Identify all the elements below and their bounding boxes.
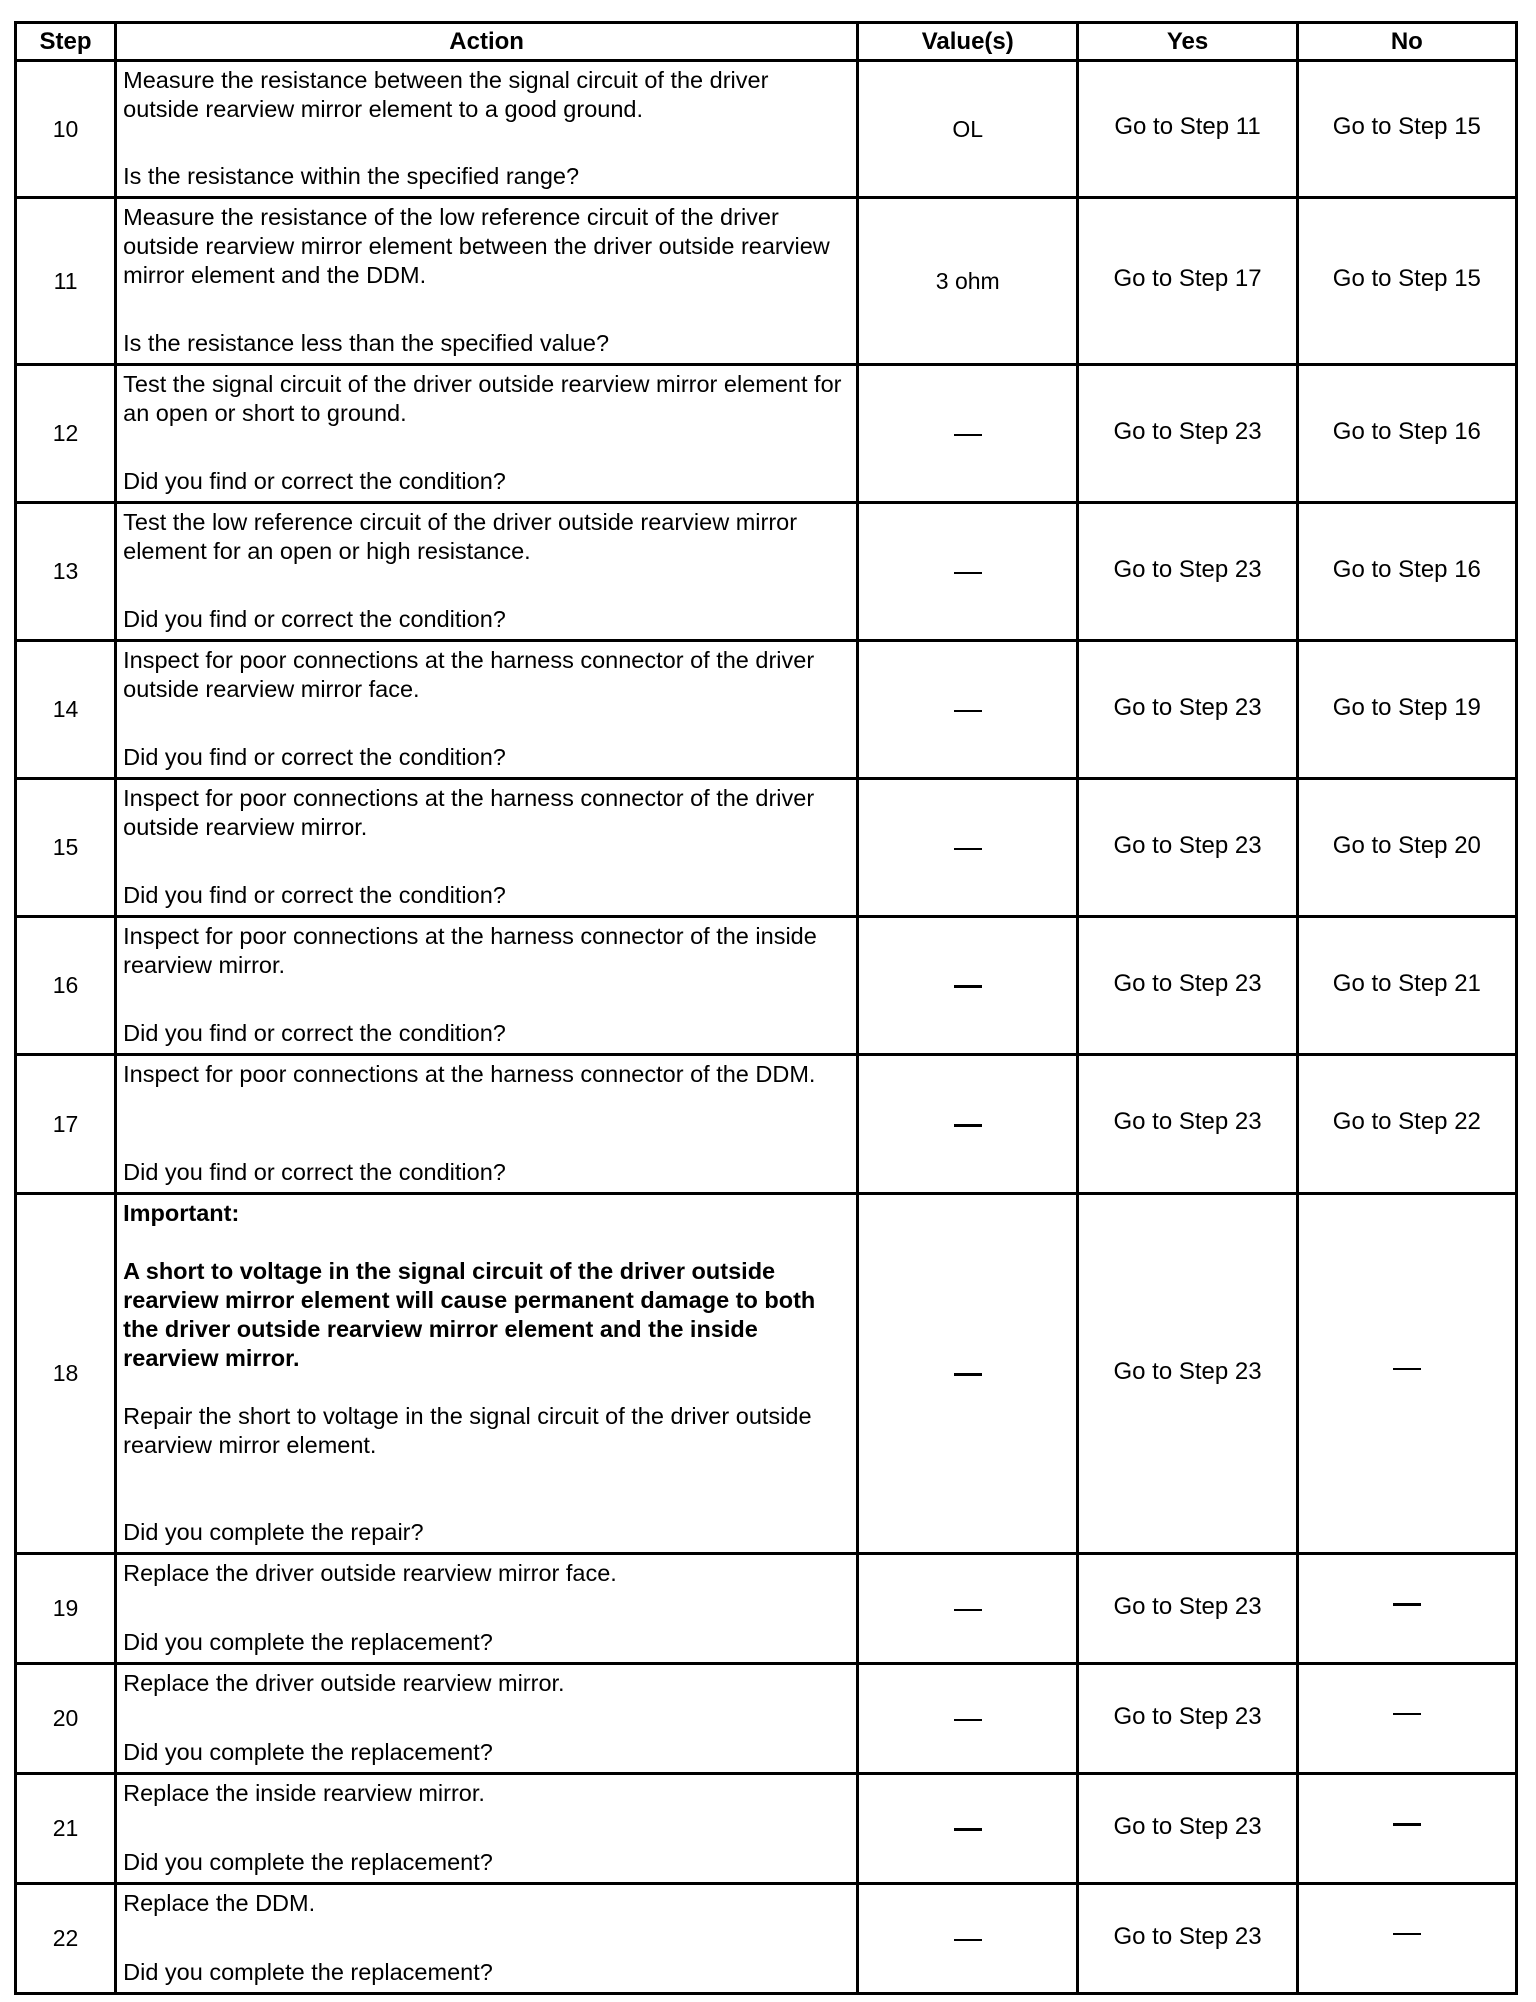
- step-number: 11: [16, 198, 116, 365]
- table-row: [16, 1194, 1517, 1554]
- no-cell: [1297, 365, 1516, 503]
- no-link: Go to Step 21: [1332, 969, 1481, 997]
- table-row: [16, 641, 1517, 779]
- yes-link: Go to Step 23: [1113, 1108, 1262, 1135]
- table-row: [16, 365, 1517, 503]
- header-yes: Yes: [1078, 23, 1297, 61]
- no-cell: [1297, 61, 1516, 198]
- yes-link: Go to Step 23: [1113, 1357, 1262, 1385]
- no-link: Go to Step 16: [1332, 555, 1481, 583]
- step-number: 16: [16, 917, 116, 1055]
- dash-value: [954, 572, 982, 574]
- yes-cell: [1078, 1194, 1297, 1554]
- dash-value: [954, 1609, 982, 1611]
- action-text: Inspect for poor connections at the harness connector of the inside rearview mirror.: [123, 923, 817, 978]
- no-cell: [1297, 641, 1516, 779]
- header-values: Value(s): [858, 23, 1078, 61]
- dash-value: [954, 1373, 982, 1376]
- action-text: Repair the short to voltage in the signal circuit of the driver outside rearview mirror element.: [123, 1403, 812, 1458]
- dash-value: [954, 1124, 982, 1127]
- dash-value: [954, 434, 982, 436]
- dash-value: [954, 710, 982, 712]
- dash-no: [1393, 1368, 1421, 1370]
- step-number: 12: [16, 365, 116, 503]
- yes-cell: [1078, 1774, 1297, 1884]
- yes-link: Go to Step 23: [1113, 555, 1262, 583]
- action-cell: [116, 1055, 858, 1194]
- table-row: [16, 917, 1517, 1055]
- step-number: 15: [16, 779, 116, 917]
- no-cell: [1297, 917, 1516, 1055]
- value-cell: [858, 917, 1078, 1055]
- yes-link: Go to Step 23: [1113, 693, 1262, 721]
- no-cell: [1297, 198, 1516, 365]
- action-cell: [116, 917, 858, 1055]
- action-cell: [116, 503, 858, 641]
- dash-no: [1393, 1603, 1421, 1606]
- action-cell: [116, 365, 858, 503]
- no-cell: [1297, 1884, 1516, 1994]
- yes-link: Go to Step 11: [1114, 113, 1261, 140]
- no-cell: [1297, 1194, 1516, 1554]
- dash-value: [954, 1939, 982, 1941]
- no-link: Go to Step 22: [1332, 1108, 1481, 1135]
- question-text: Did you complete the replacement?: [123, 1739, 493, 1765]
- action-text: Replace the DDM.: [123, 1890, 316, 1916]
- yes-cell: [1078, 61, 1297, 198]
- action-cell: [116, 779, 858, 917]
- action-text: Replace the driver outside rearview mirror face.: [123, 1560, 617, 1586]
- question-text: Did you find or correct the condition?: [123, 606, 506, 632]
- step-number: 14: [16, 641, 116, 779]
- question-text: Did you complete the replacement?: [123, 1629, 493, 1655]
- table-row: [16, 1664, 1517, 1774]
- no-cell: [1297, 1774, 1516, 1884]
- value-cell: [858, 1774, 1078, 1884]
- yes-link: Go to Step 23: [1113, 1922, 1262, 1950]
- important-label: Important:: [123, 1200, 240, 1226]
- step-number: 13: [16, 503, 116, 641]
- action-cell: [116, 1664, 858, 1774]
- question-text: Did you complete the repair?: [123, 1519, 424, 1545]
- dash-value: [954, 848, 982, 850]
- value-cell: [858, 1664, 1078, 1774]
- value-cell: [858, 779, 1078, 917]
- value-cell: [858, 365, 1078, 503]
- action-text: Test the low reference circuit of the driver outside rearview mirror element for an open or high resistance.: [123, 509, 798, 564]
- action-text: Inspect for poor connections at the harness connector of the DDM.: [123, 1061, 816, 1087]
- action-cell: [116, 641, 858, 779]
- dash-value: [954, 1719, 982, 1721]
- question-text: Did you find or correct the condition?: [123, 468, 506, 494]
- header-step: Step: [16, 23, 116, 61]
- important-notice: A short to voltage in the signal circuit of the driver outside rearview mirror element will cause permanent damage to both the driver outside rearview mirror element and the inside rearview mirror.: [123, 1258, 816, 1371]
- yes-cell: [1078, 1664, 1297, 1774]
- yes-link: Go to Step 23: [1113, 1812, 1262, 1840]
- dash-value: [954, 1828, 982, 1831]
- no-cell: [1297, 1055, 1516, 1194]
- no-link: Go to Step 15: [1332, 265, 1481, 292]
- dash-no: [1393, 1933, 1421, 1935]
- value-cell: OL: [858, 61, 1078, 198]
- yes-cell: [1078, 198, 1297, 365]
- question-text: Did you complete the replacement?: [123, 1959, 493, 1985]
- yes-link: Go to Step 23: [1113, 1592, 1262, 1620]
- value-cell: [858, 1884, 1078, 1994]
- no-cell: [1297, 779, 1516, 917]
- question-text: Is the resistance less than the specified value?: [123, 330, 610, 356]
- no-cell: [1297, 1664, 1516, 1774]
- question-text: Did you find or correct the condition?: [123, 882, 506, 908]
- yes-cell: [1078, 917, 1297, 1055]
- table-row: [16, 1055, 1517, 1194]
- dash-no: [1393, 1713, 1421, 1715]
- step-number: 18: [16, 1194, 116, 1554]
- question-text: Did you find or correct the condition?: [123, 1020, 506, 1046]
- action-text: Replace the inside rearview mirror.: [123, 1780, 485, 1806]
- yes-link: Go to Step 17: [1113, 265, 1262, 292]
- no-link: Go to Step 15: [1332, 113, 1481, 140]
- yes-cell: [1078, 779, 1297, 917]
- value-cell: [858, 1055, 1078, 1194]
- table-row: [16, 1884, 1517, 1994]
- action-text: Replace the driver outside rearview mirror.: [123, 1670, 565, 1696]
- step-number: 22: [16, 1884, 116, 1994]
- action-cell: [116, 198, 858, 365]
- action-text: Test the signal circuit of the driver outside rearview mirror element for an open or short to ground.: [123, 371, 842, 426]
- table-row: [16, 1774, 1517, 1884]
- no-link: Go to Step 16: [1332, 417, 1481, 445]
- question-text: Did you complete the replacement?: [123, 1849, 493, 1875]
- action-text: Measure the resistance of the low reference circuit of the driver outside rearview mirror element between the driver outside rearview mirror element and the DDM.: [123, 204, 830, 288]
- header-row: [16, 23, 1517, 61]
- yes-cell: [1078, 1055, 1297, 1194]
- dash-value: [954, 985, 982, 988]
- table-row: [16, 503, 1517, 641]
- action-text: Inspect for poor connections at the harness connector of the driver outside rearview mirror.: [123, 785, 815, 840]
- diagnostic-table: [14, 21, 1518, 1995]
- question-text: Is the resistance within the specified range?: [123, 163, 580, 189]
- yes-cell: [1078, 641, 1297, 779]
- action-text: Inspect for poor connections at the harness connector of the driver outside rearview mirror face.: [123, 647, 815, 702]
- yes-cell: [1078, 1884, 1297, 1994]
- value-cell: [858, 1554, 1078, 1664]
- table-row: [16, 779, 1517, 917]
- header-action: Action: [116, 23, 858, 61]
- yes-link: Go to Step 23: [1113, 831, 1262, 859]
- yes-link: Go to Step 23: [1113, 417, 1262, 445]
- yes-link: Go to Step 23: [1113, 969, 1262, 997]
- no-cell: [1297, 503, 1516, 641]
- step-number: 19: [16, 1554, 116, 1664]
- yes-link: Go to Step 23: [1113, 1702, 1262, 1730]
- question-text: Did you find or correct the condition?: [123, 1159, 506, 1185]
- no-link: Go to Step 19: [1332, 693, 1481, 721]
- yes-cell: [1078, 1554, 1297, 1664]
- dash-no: [1393, 1823, 1421, 1826]
- yes-cell: [1078, 365, 1297, 503]
- value-cell: [858, 1194, 1078, 1554]
- table-row: [16, 1554, 1517, 1664]
- question-text: Did you find or correct the condition?: [123, 744, 506, 770]
- action-cell: [116, 1774, 858, 1884]
- step-number: 10: [16, 61, 116, 198]
- yes-cell: [1078, 503, 1297, 641]
- table-row: [16, 198, 1517, 365]
- step-number: 21: [16, 1774, 116, 1884]
- table-row: [16, 61, 1517, 198]
- action-cell: [116, 1884, 858, 1994]
- action-cell: [116, 1194, 858, 1554]
- action-text: Measure the resistance between the signal circuit of the driver outside rearview mirror element to a good ground.: [123, 67, 769, 122]
- value-cell: [858, 641, 1078, 779]
- value-cell: 3 ohm: [858, 198, 1078, 365]
- no-link: Go to Step 20: [1332, 831, 1481, 859]
- value-cell: [858, 503, 1078, 641]
- action-cell: [116, 1554, 858, 1664]
- no-cell: [1297, 1554, 1516, 1664]
- action-cell: [116, 61, 858, 198]
- header-no: No: [1297, 23, 1516, 61]
- step-number: 20: [16, 1664, 116, 1774]
- step-number: 17: [16, 1055, 116, 1194]
